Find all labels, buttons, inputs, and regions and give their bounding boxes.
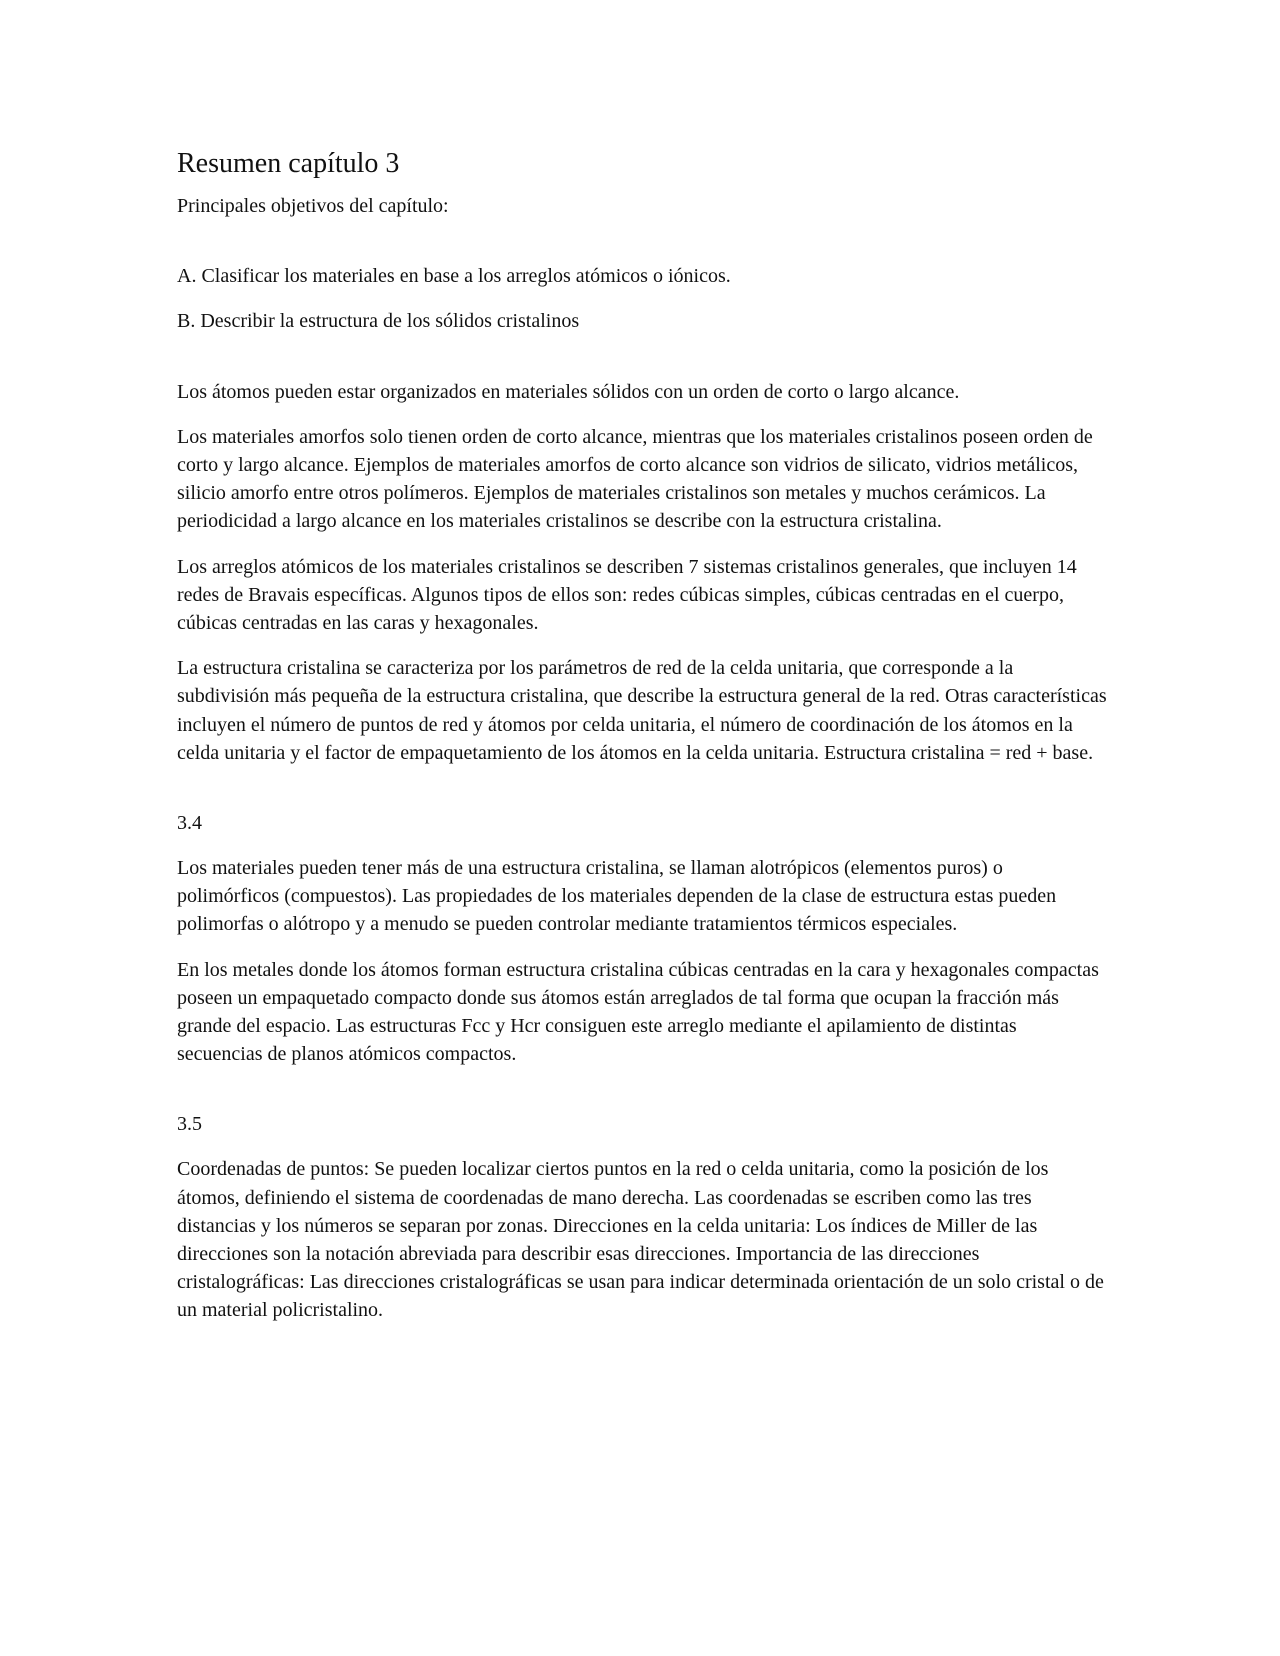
objectives-intro: Principales objetivos del capítulo:	[177, 195, 449, 217]
objective-a: A. Clasificar los materiales en base a los arreglos atómicos o iónicos.	[177, 265, 731, 288]
document-title: Resumen capítulo 3	[177, 148, 400, 179]
paragraph-amorphous: Los materiales amorfos solo tienen orden de corto alcance, mientras que los materiales cristalinos poseen orden de corto y largo alcance. Ejemplos de materiales amorfos de corto alcance son vidrios de silicato, vidrios metálicos, silicio amorfo entre otros polímeros. Ejemplos de materiales cristalinos son metales y muchos cerámicos. La periodicidad a largo alcance en los materiales cristalinos se describe con la estructura cristalina.	[177, 425, 1093, 533]
section-heading-3-4: 3.4	[177, 812, 202, 835]
paragraph-close-packed: En los metales donde los átomos forman estructura cristalina cúbicas centradas en la cara y hexagonales compactas poseen un empaquetado compacto donde sus átomos están arreglados de tal forma que ocupan la fracción más grande del espacio. Las estructuras Fcc y Hcr consiguen este arreglo mediante el apilamiento de distintas secuencias de planos atómicos compactos.	[177, 958, 1099, 1066]
paragraph-coordinates: Coordenadas de puntos: Se pueden localizar ciertos puntos en la red o celda unitaria, como la posición de los átomos, definiendo el sistema de coordenadas de mano derecha. Las coordenadas se escriben como las tres distancias y los números se separan por zonas. Direcciones en la celda unitaria: Los índices de Miller de las direcciones son la notación abreviada para describir esas direcciones. Importancia de las direcciones cristalográficas: Las direcciones cristalográficas se usan para indicar determinada orientación de un solo cristal o de un material policristalino.	[177, 1158, 1104, 1322]
paragraph-order: Los átomos pueden estar organizados en materiales sólidos con un orden de corto o largo alcance.	[177, 380, 960, 403]
objective-b: B. Describir la estructura de los sólidos cristalinos	[177, 310, 580, 333]
paragraph-bravais: Los arreglos atómicos de los materiales cristalinos se describen 7 sistemas cristalinos generales, que incluyen 14 redes de Bravais específicas. Algunos tipos de ellos son: redes cúbicas simples, cúbicas centradas en el cuerpo, cúbicas centradas en las caras y hexagonales.	[177, 555, 1077, 635]
document-page	[177, 146, 1107, 1342]
paragraph-unit-cell: La estructura cristalina se caracteriza por los parámetros de red de la celda unitaria, que corresponde a la subdivisión más pequeña de la estructura cristalina, que describe la estructura general de la red. Otras características incluyen el número de puntos de red y átomos por celda unitaria, el número de coordinación de los átomos en la celda unitaria y el factor de empaquetamiento de los átomos en la celda unitaria. Estructura cristalina = red + base.	[177, 657, 1107, 764]
paragraph-allotropic: Los materiales pueden tener más de una estructura cristalina, se llaman alotrópicos (elementos puros) o polimórficos (compuestos). Las propiedades de los materiales dependen de la clase de estructura estas pueden polimorfas o alótropo y a menudo se pueden controlar mediante tratamientos térmicos especiales.	[177, 857, 1057, 936]
section-heading-3-5: 3.5	[177, 1113, 202, 1136]
